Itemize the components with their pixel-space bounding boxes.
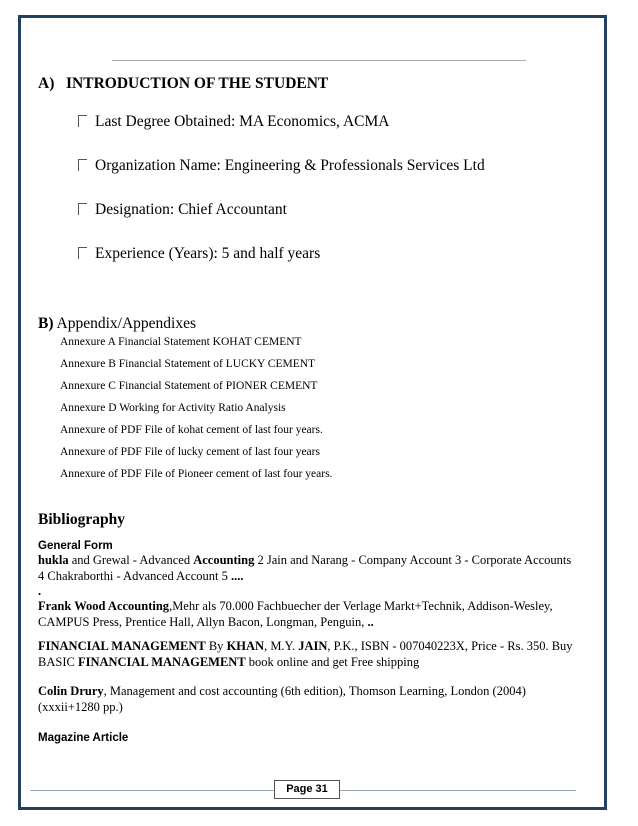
bullet-degree: Last Degree Obtained: MA Economics, ACMA	[78, 113, 389, 131]
bullet-box-icon	[78, 159, 87, 171]
bib-dot: .	[38, 584, 42, 598]
bullet-organization: Organization Name: Engineering & Professionals Services Ltd	[78, 157, 485, 175]
section-b-heading	[38, 315, 196, 333]
annexure-item: Annexure A Financial Statement KOHAT CEMENT	[60, 336, 302, 348]
page-number: Page 31	[274, 780, 340, 799]
annexure-item: Annexure B Financial Statement of LUCKY CEMENT	[60, 358, 316, 370]
section-a-heading	[38, 75, 328, 93]
bib-entry-1: hukla and Grewal - Advanced Accounting 2 Jain and Narang - Company Account 3 - Corporate Accounts 4 Chakraborthi - Advanced Account 5 ....	[38, 553, 572, 583]
section-b-number: B)	[38, 315, 54, 332]
annexure-item: Annexure C Financial Statement of PIONER CEMENT	[60, 380, 318, 392]
bullet-box-icon	[78, 115, 87, 127]
section-a-title: INTRODUCTION OF THE STUDENT	[66, 75, 329, 92]
section-a-number: A)	[38, 75, 55, 92]
bullet-box-icon	[78, 247, 87, 259]
footer-rule-right	[340, 790, 576, 791]
bib-entry-2: Frank Wood Accounting,Mehr als 70.000 Fachbuecher der Verlage Markt+Technik, Addison-Wesley, CAMPUS Press, Prentice Hall, Allyn Bacon, Longman, Penguin, ..	[38, 599, 553, 629]
footer-rule-left	[30, 790, 274, 791]
section-b-title: Appendix/Appendixes	[53, 315, 196, 332]
bullet-designation: Designation: Chief Accountant	[78, 201, 287, 219]
annexure-item: Annexure of PDF File of kohat cement of last four years.	[60, 424, 323, 436]
annexure-item: Annexure of PDF File of lucky cement of last four years	[60, 446, 320, 458]
magazine-article-label: Magazine Article	[38, 732, 129, 744]
annexure-item: Annexure D Working for Activity Ratio Analysis	[60, 402, 286, 414]
general-form-label: General Form	[38, 540, 113, 552]
bib-entry-4: Colin Drury, Management and cost accounting (6th edition), Thomson Learning, London (2004) (xxxii+1280 pp.)	[38, 684, 526, 714]
bibliography-title: Bibliography	[38, 511, 125, 528]
bib-entry-3: FINANCIAL MANAGEMENT By KHAN, M.Y. JAIN, P.K., ISBN - 007040223X, Price - Rs. 350. Buy BASIC FINANCIAL MANAGEMENT book online and get Free shipping	[38, 639, 573, 669]
annexure-item: Annexure of PDF File of Pioneer cement of last four years.	[60, 468, 333, 480]
bullet-box-icon	[78, 203, 87, 215]
header-rule	[112, 60, 526, 61]
bullet-experience: Experience (Years): 5 and half years	[78, 245, 320, 263]
